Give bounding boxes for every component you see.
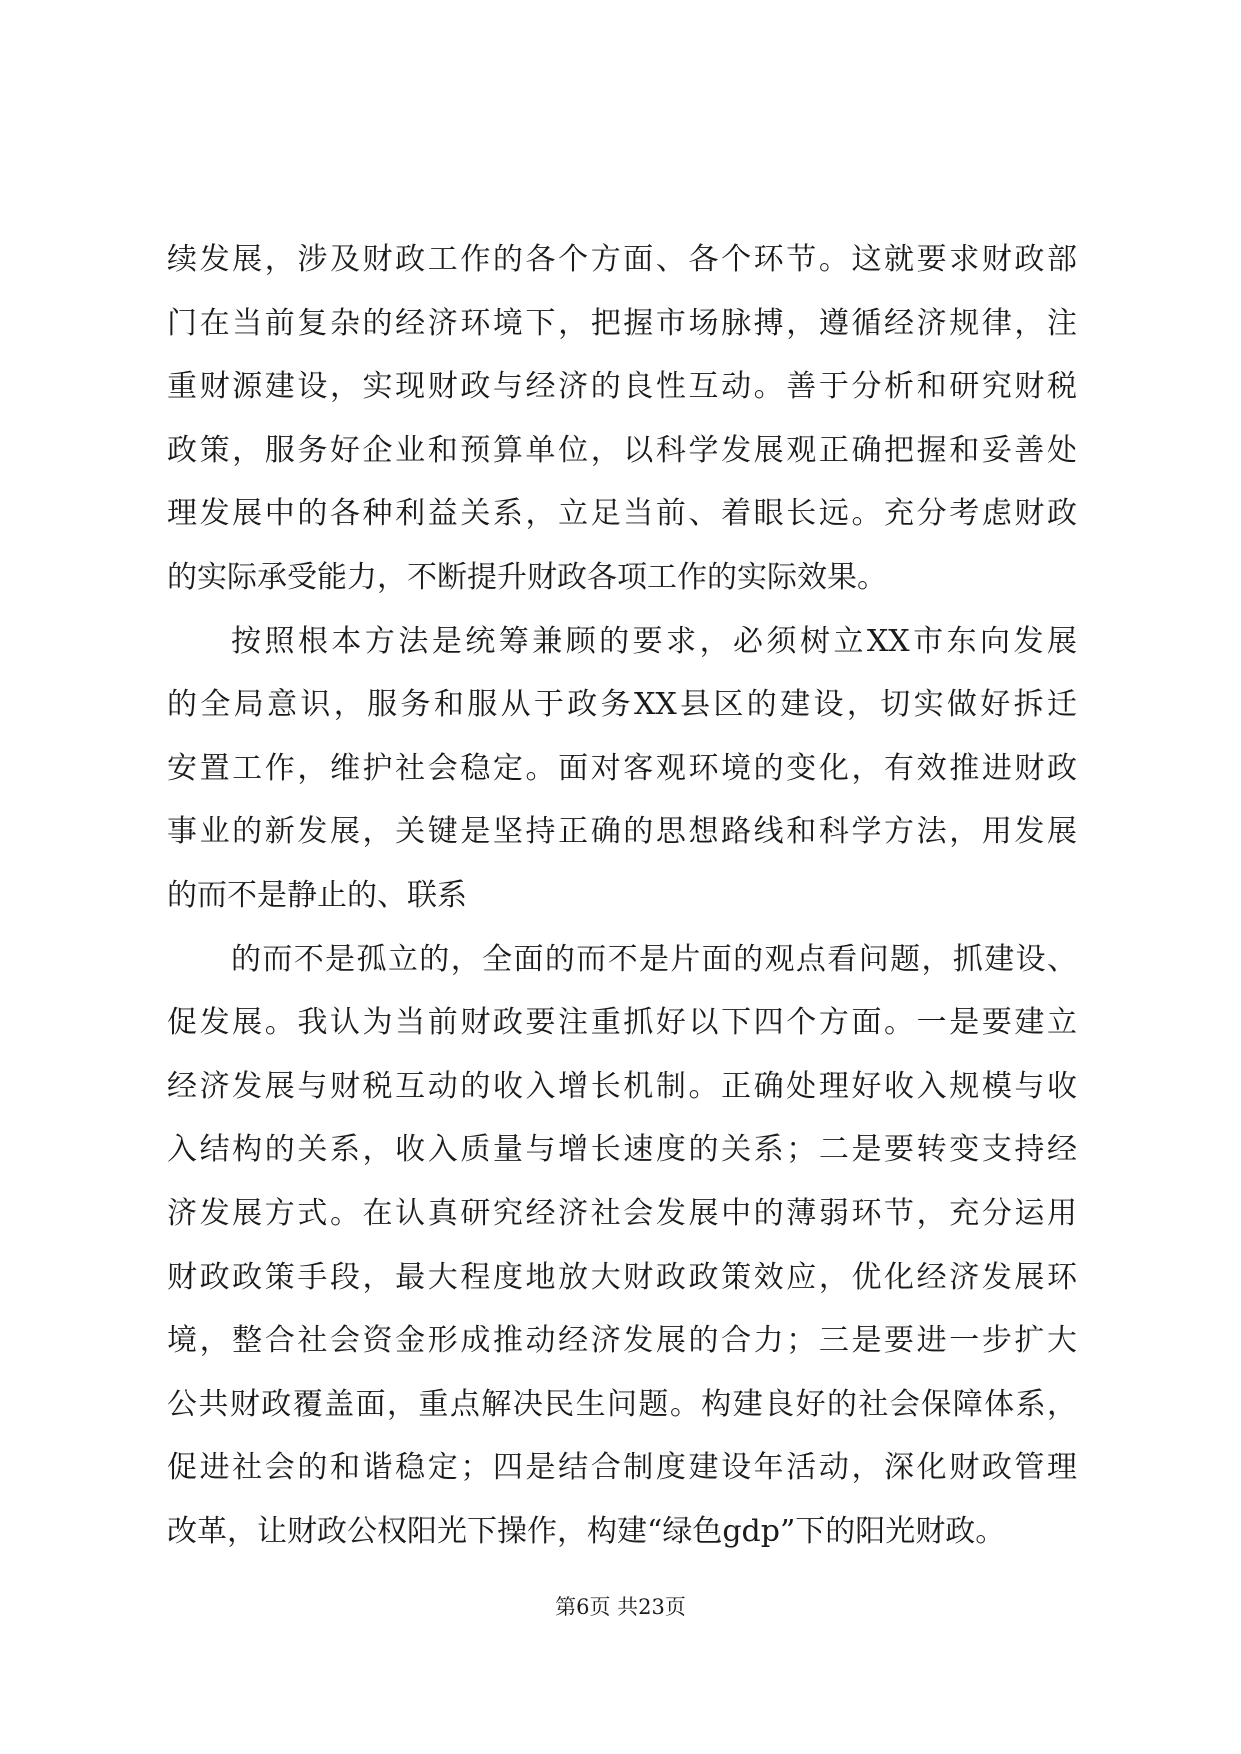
paragraph-line: 按照根本方法是统筹兼顾的要求，必须树立XX市东向发展 [231, 623, 1077, 659]
paragraph-line: 入结构的关系，收入质量与增长速度的关系；二是要转变支持经 [167, 1132, 1077, 1168]
paragraph-line: 济发展方式。在认真研究经济社会发展中的薄弱环节，充分运用 [167, 1195, 1077, 1231]
paragraph-line: 改革，让财政公权阳光下操作，构建“绿色gdp”下的阳光财政。 [167, 1513, 1006, 1549]
paragraph-line: 安置工作，维护社会稳定。面对客观环境的变化，有效推进财政 [167, 750, 1077, 786]
paragraph-line: 的而不是孤立的，全面的而不是片面的观点看问题，抓建设、 [231, 941, 1077, 977]
paragraph-line: 促发展。我认为当前财政要注重抓好以下四个方面。一是要建立 [167, 1005, 1077, 1041]
paragraph-line: 财政政策手段，最大程度地放大财政政策效应，优化经济发展环 [167, 1259, 1077, 1295]
paragraph [167, 228, 1077, 610]
paragraph-line: 政策，服务好企业和预算单位，以科学发展观正确把握和妥善处 [167, 432, 1077, 468]
page-number-footer: 第6页 共23页 [555, 1595, 686, 1619]
paragraph-line: 续发展，涉及财政工作的各个方面、各个环节。这就要求财政部 [167, 242, 1077, 277]
paragraph [167, 610, 1077, 928]
paragraph-line: 事业的新发展，关键是坚持正确的思想路线和科学方法，用发展 [167, 814, 1077, 850]
paragraph-line: 的全局意识，服务和服从于政务XX县区的建设，切实做好拆迁 [167, 687, 1077, 723]
paragraph-line: 促进社会的和谐稳定；四是结合制度建设年活动，深化财政管理 [167, 1450, 1077, 1486]
paragraph-line: 经济发展与财税互动的收入增长机制。正确处理好收入规模与收 [167, 1068, 1077, 1104]
paragraph-line: 的实际承受能力，不断提升财政各项工作的实际效果。 [167, 559, 887, 595]
paragraph-line: 重财源建设，实现财政与经济的良性互动。善于分析和研究财税 [167, 369, 1077, 405]
paragraph-line: 的而不是静止的、联系 [167, 877, 467, 913]
document-body [167, 228, 1077, 1563]
paragraph-line: 公共财政覆盖面，重点解决民生问题。构建良好的社会保障体系， [167, 1386, 1077, 1422]
paragraph [167, 928, 1077, 1564]
paragraph-line: 境，整合社会资金形成推动经济发展的合力；三是要进一步扩大 [167, 1323, 1077, 1359]
paragraph-line: 理发展中的各种利益关系，立足当前、着眼长远。充分考虑财政 [167, 496, 1077, 532]
paragraph-line: 门在当前复杂的经济环境下，把握市场脉搏，遵循经济规律，注 [167, 305, 1077, 341]
